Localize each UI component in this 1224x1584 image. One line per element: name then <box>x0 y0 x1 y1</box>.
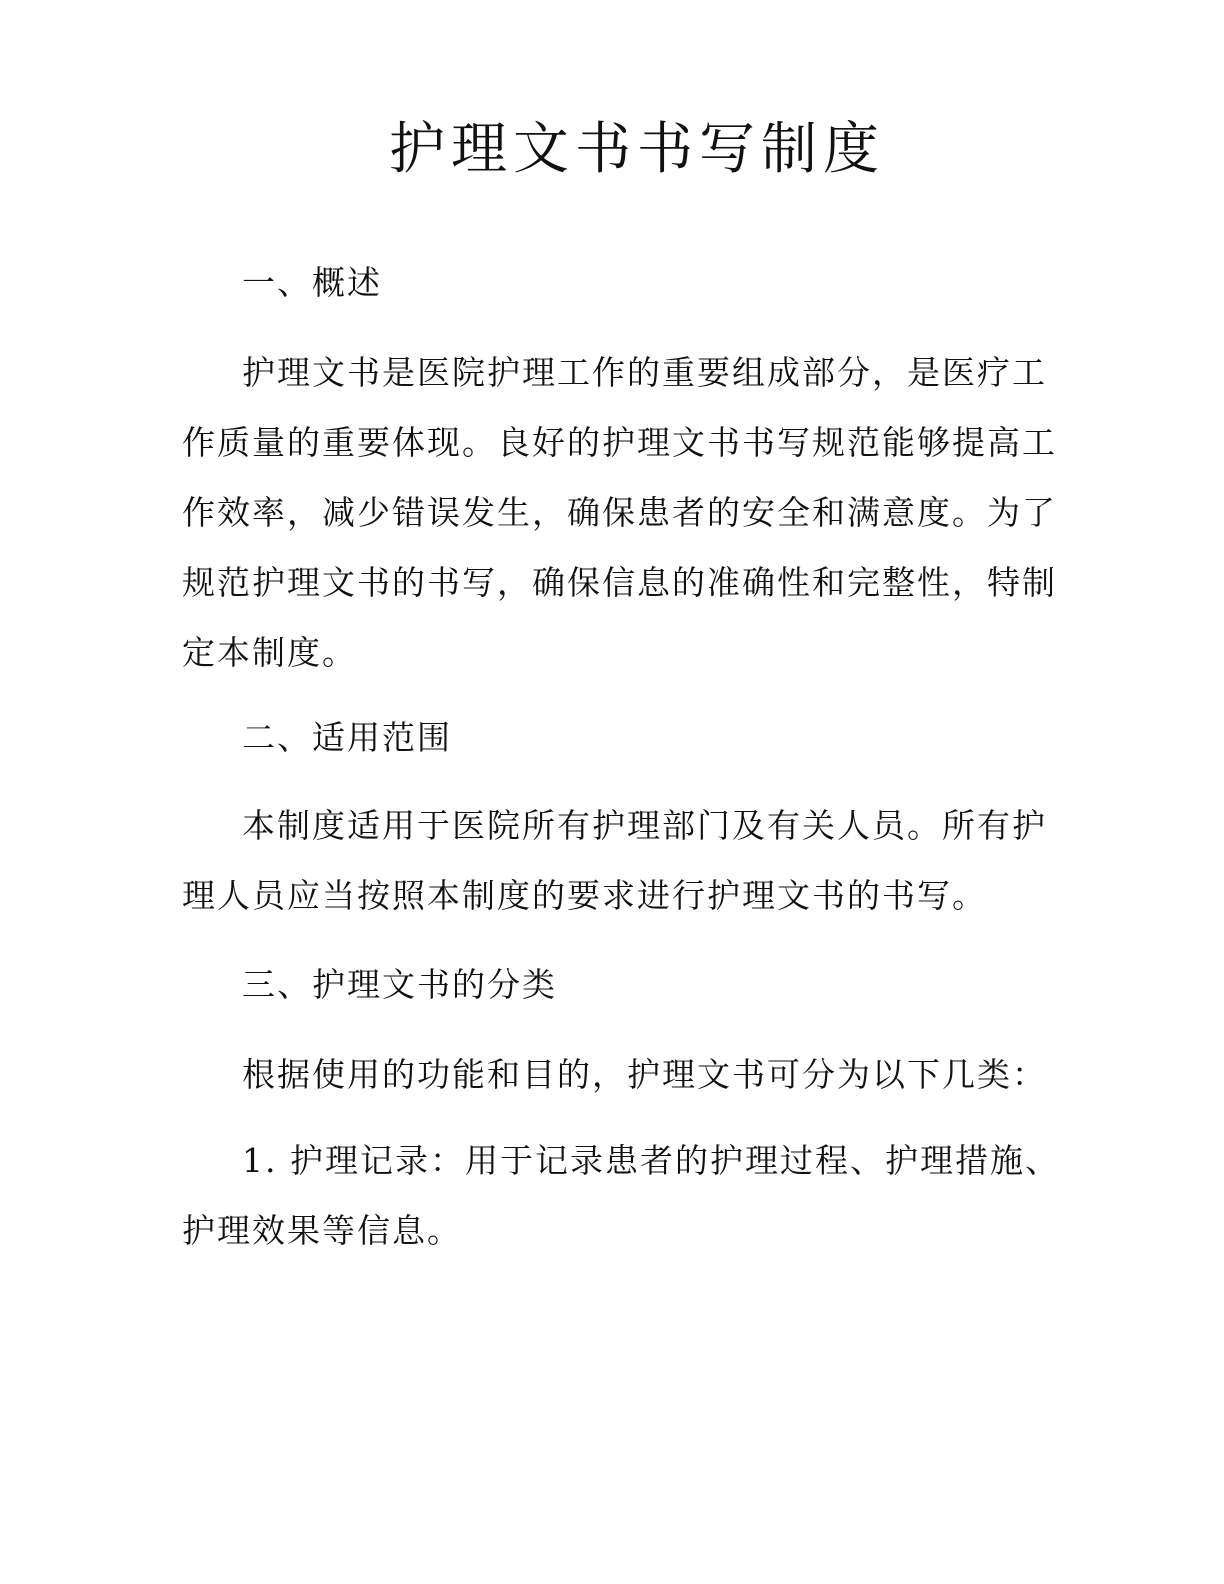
document-title: 护理文书书写制度 <box>389 117 885 182</box>
section-heading-overview: 一、概述 <box>242 263 382 302</box>
section-paragraph-scope: 本制度适用于医院所有护理部门及有关人员。所有护理人员应当按照本制度的要求进行护理文书的书写。 <box>182 806 1047 915</box>
section-heading-scope: 二、适用范围 <box>242 718 452 757</box>
section-paragraph-classification: 根据使用的功能和目的，护理文书可分为以下几类： <box>242 1055 1047 1094</box>
section-heading-classification: 三、护理文书的分类 <box>242 965 557 1004</box>
section-paragraph-overview: 护理文书是医院护理工作的重要组成部分，是医疗工作质量的重要体现。良好的护理文书书写规范能够提高工作效率，减少错误发生，确保患者的安全和满意度。为了规范护理文书的书写，确保信息的准确性和完整性，特制定本制度。 <box>182 353 1057 672</box>
list-item: 1. 护理记录：用于记录患者的护理过程、护理措施、护理效果等信息。 <box>182 1141 1060 1250</box>
